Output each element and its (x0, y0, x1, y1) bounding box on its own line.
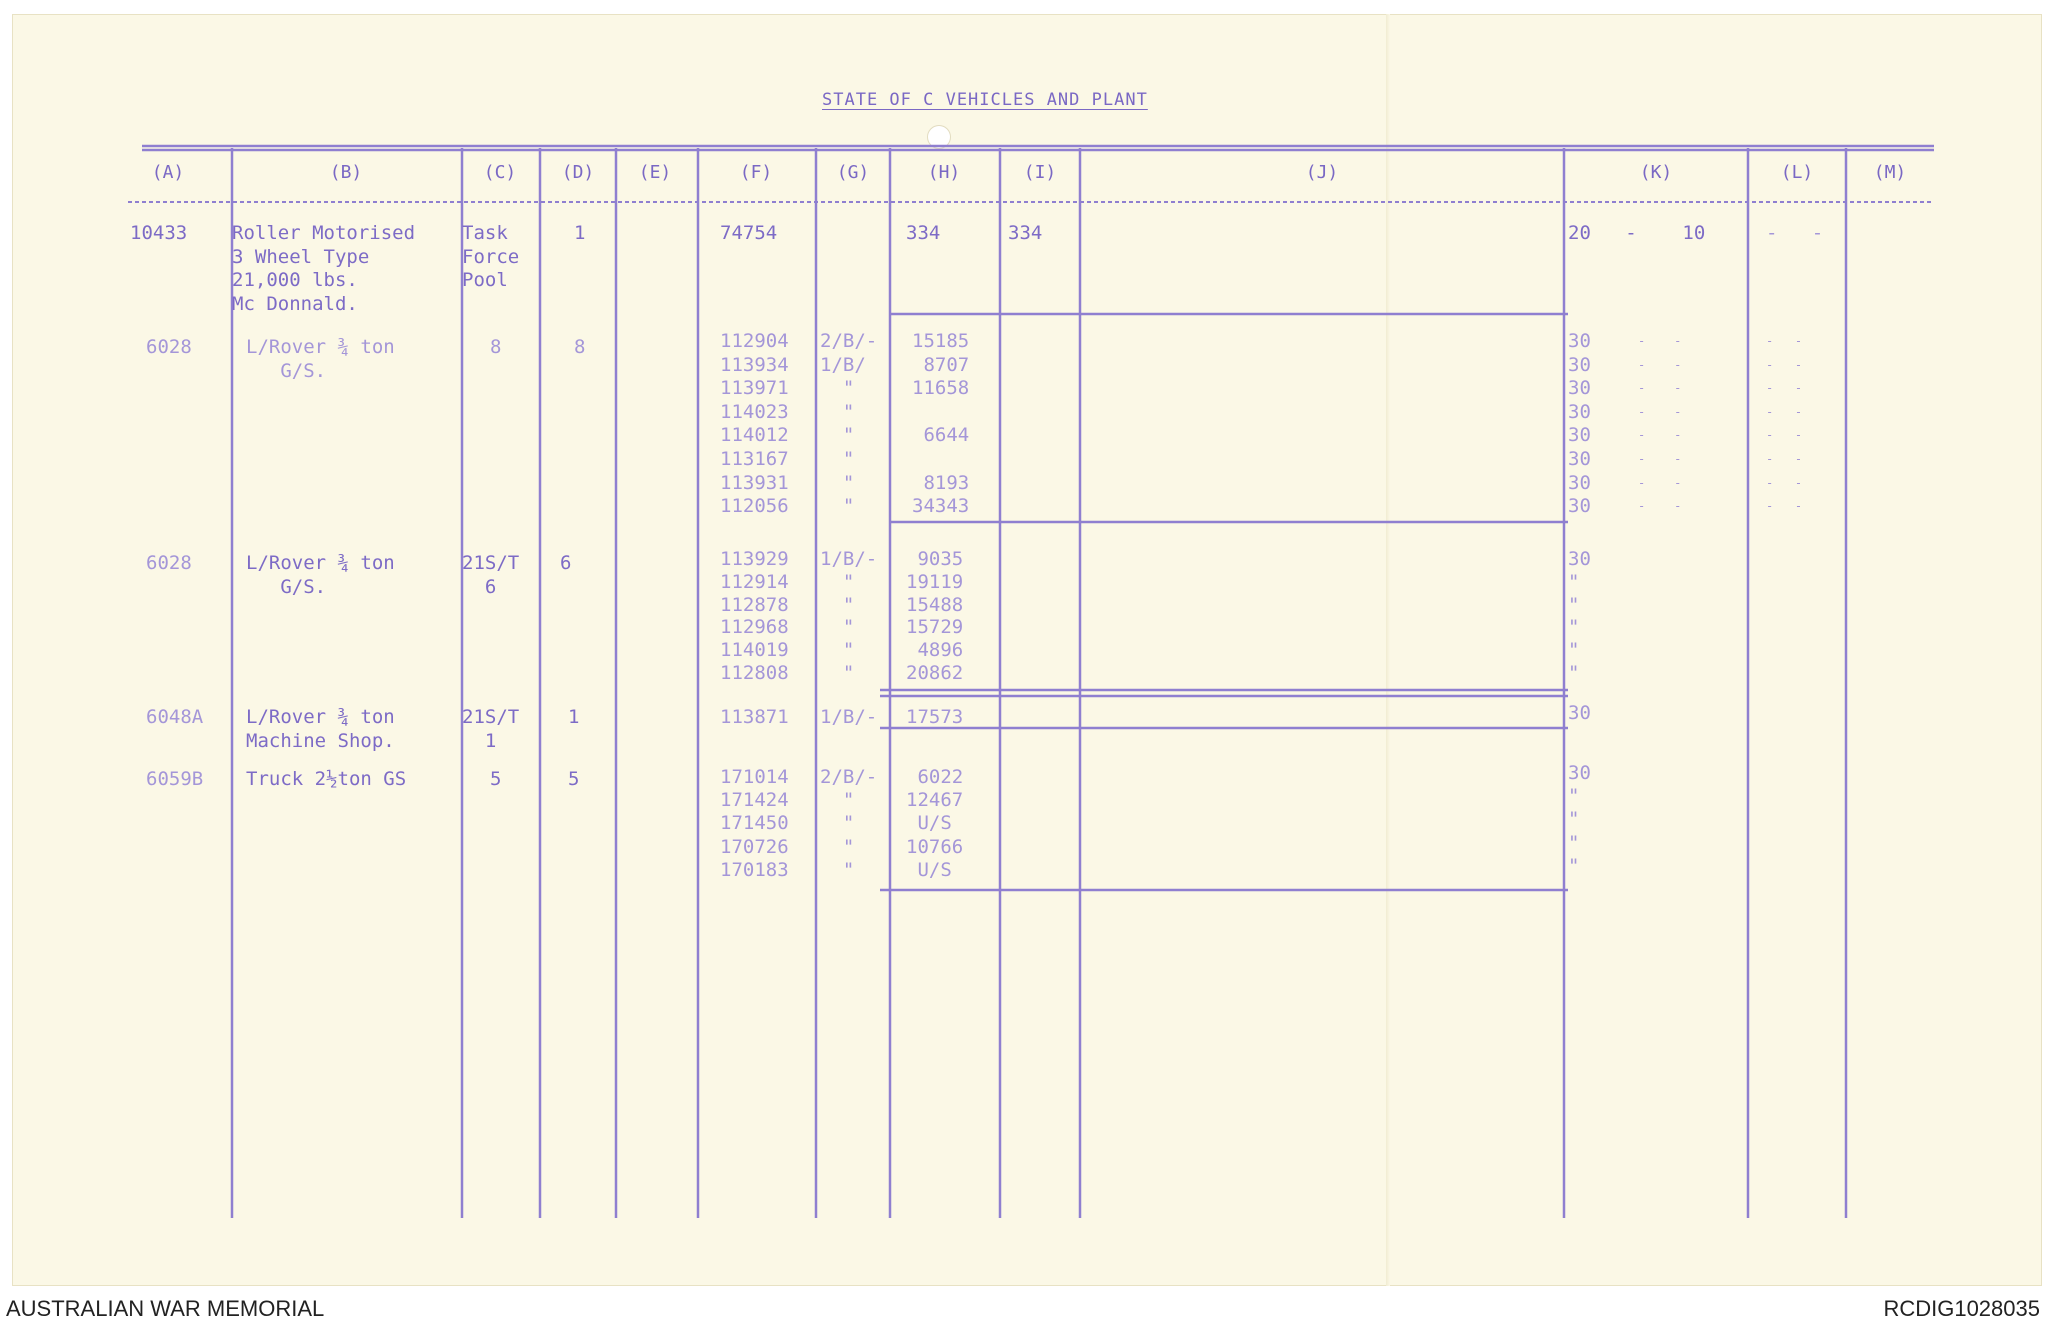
cell-i: 334 (1008, 222, 1043, 244)
cell-d: 5 (568, 768, 580, 790)
cell-h: 334 (906, 222, 941, 244)
column-header-f: (F) (739, 162, 773, 183)
column-header-h: (H) (927, 162, 961, 183)
cell-c: 8 (490, 336, 502, 358)
cell-k: 30 30 30 30 30 30 30 30 (1568, 330, 1591, 518)
footer-archive-name: AUSTRALIAN WAR MEMORIAL (6, 1296, 325, 1321)
column-header-j: (J) (1305, 162, 1339, 183)
cell-h: 9035 19119 15488 15729 4896 20862 (906, 548, 964, 684)
cell-k-marks: - - - - - - - - - - - - - - - - (1638, 334, 1682, 514)
column-header-e: (E) (638, 162, 672, 183)
cell-f: 113871 (720, 706, 789, 728)
cell-h: 17573 (906, 706, 964, 728)
cell-a: 6059B (146, 768, 204, 790)
cell-k: 30 " " " " (1568, 762, 1591, 877)
column-header-m: (M) (1873, 162, 1907, 183)
cell-d: 1 (574, 222, 586, 244)
column-header-d: (D) (561, 162, 595, 183)
cell-h: 15185 8707 11658 6644 8193 34343 (912, 330, 970, 518)
cell-g: 2/B/- 1/B/ " " " " " " (820, 330, 878, 518)
cell-c: 5 (490, 768, 502, 790)
cell-d: 6 (560, 552, 572, 574)
cell-g: 1/B/- " " " " " (820, 548, 878, 684)
cell-g: 2/B/- " " " " (820, 766, 878, 881)
cell-c: Task Force Pool (462, 222, 520, 291)
document-title: STATE OF C VEHICLES AND PLANT (822, 90, 1148, 110)
column-header-b: (B) (329, 162, 363, 183)
cell-l: - - (1766, 222, 1824, 244)
column-header-l: (L) (1780, 162, 1814, 183)
cell-g: 1/B/- (820, 706, 878, 728)
cell-b: Roller Motorised 3 Wheel Type 21,000 lbs. Mc Donnald. (232, 222, 416, 315)
cell-f: 171014 171424 171450 170726 170183 (720, 766, 789, 881)
cell-b: L/Rover ¾ ton G/S. (246, 336, 395, 382)
cell-a: 6048A (146, 706, 204, 728)
cell-d: 8 (574, 336, 586, 358)
column-header-a: (A) (151, 162, 185, 183)
cell-h: 6022 12467 U/S 10766 U/S (906, 766, 964, 881)
cell-k: 30 (1568, 702, 1591, 724)
column-header-k: (K) (1639, 162, 1673, 183)
cell-k: 20 - 10 (1568, 222, 1706, 244)
cell-f: 112904 113934 113971 114023 114012 113167 113931 112056 (720, 330, 789, 518)
cell-l: - - - - - - - - - - - - - - - - (1766, 334, 1803, 514)
column-header-g: (G) (836, 162, 870, 183)
cell-f: 74754 (720, 222, 778, 244)
cell-b: Truck 2½ton GS (246, 768, 407, 790)
cell-a: 6028 (146, 336, 192, 358)
cell-b: L/Rover ¾ ton G/S. (246, 552, 395, 598)
cell-d: 1 (568, 706, 580, 728)
cell-f: 113929 112914 112878 112968 114019 112808 (720, 548, 789, 684)
cell-a: 6028 (146, 552, 192, 574)
column-header-c: (C) (483, 162, 517, 183)
cell-c: 21S/T 1 (462, 706, 520, 752)
column-header-i: (I) (1023, 162, 1057, 183)
cell-c: 21S/T 6 (462, 552, 520, 598)
cell-a: 10433 (130, 222, 188, 244)
cell-k: 30 " " " " " (1568, 548, 1591, 684)
footer-reference-id: RCDIG1028035 (1883, 1296, 2040, 1321)
cell-b: L/Rover ¾ ton Machine Shop. (246, 706, 395, 752)
